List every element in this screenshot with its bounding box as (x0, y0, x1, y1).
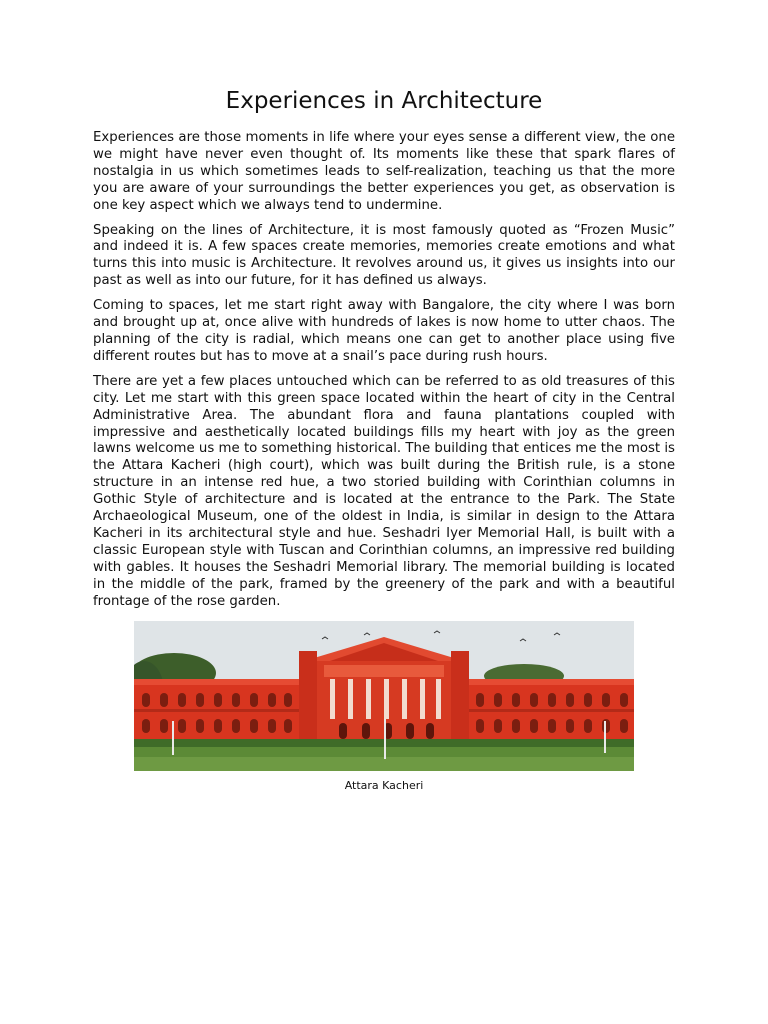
figure (134, 621, 634, 793)
paragraph-bangalore: Coming to spaces, let me start right away with Bangalore, the city where I was born and brought up at, once alive with hundreds of lakes is now home to utter chaos. The planning of the city is radial, which means one can get to another place using five different routes but has to move at a snail’s pace during rush hours. (93, 298, 675, 364)
document-title: Experiences in Architecture (225, 88, 543, 114)
paragraph-intro: Experiences are those moments in life where your eyes sense a different view, the one we might have never even thought of. Its moments like these that spark flares of nostalgia in us which sometimes leads to self-realization, teaching us that the more you are aware of your surroundings the better experiences you get, as observation is one key aspect which we always tend to undermine. (93, 130, 675, 213)
building-illustration (134, 621, 634, 771)
figure-caption: Attara Kacheri (344, 779, 424, 793)
attara-kacheri-photo (134, 621, 634, 771)
paragraph-old-treasures: There are yet a few places untouched which can be referred to as old treasures of this city. Let me start with this green space located within the heart of city in the Central Administrative Area. The abundant flora and fauna plantations coupled with impressive and aesthetically located buildings fills my heart with joy as the green lawns welcome us me to something historical. The building that entices me the most is the Attara Kacheri (high court), which was built during the British rule, is a stone structure in an intense red hue, a two storied building with Corinthian columns in Gothic Style of architecture and is located at the entrance to the Park. The State Archaeological Museum, one of the oldest in India, is similar in design to the Attara Kacheri in its architectural style and hue. Seshadri Iyer Memorial Hall, is built with a classic European style with Tuscan and Corinthian columns, an impressive red building with gables. It houses the Seshadri Memorial library. The memorial building is located in the middle of the park, framed by the greenery of the park and with a beautiful frontage of the rose garden. (93, 373, 675, 609)
paragraph-frozen-music: Speaking on the lines of Architecture, it is most famously quoted as “Frozen Music” and indeed it is. A few spaces create memories, memories create emotions and what turns this into music is Architecture. It revolves around us, it gives us insights into our past as well as into our future, for it has defined us always. (93, 222, 675, 289)
